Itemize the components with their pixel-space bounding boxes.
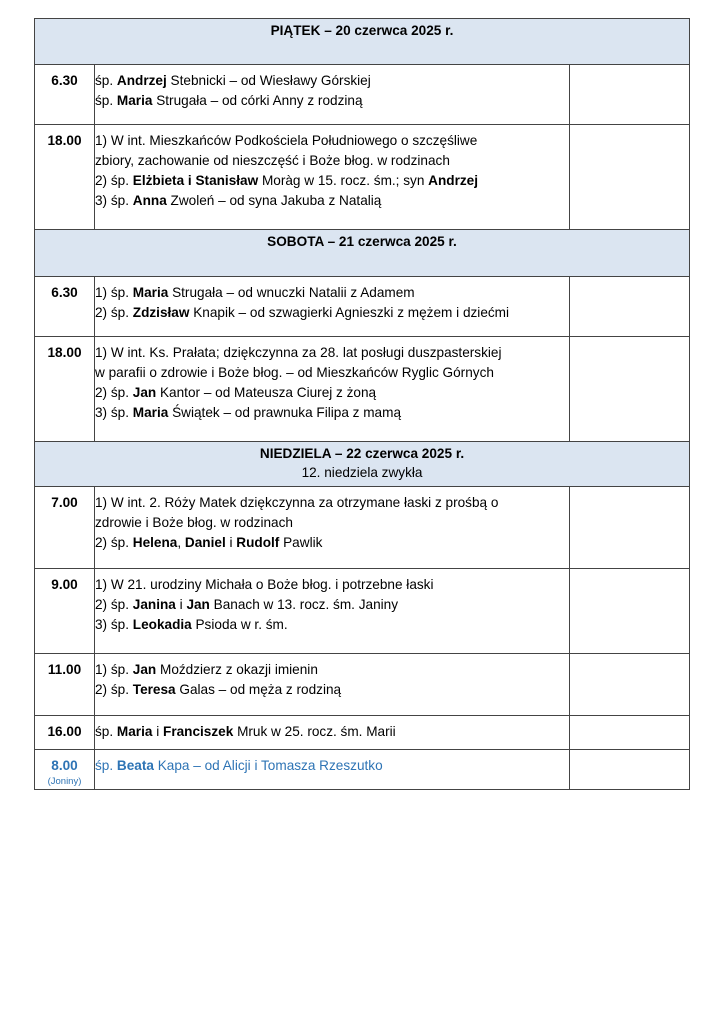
intention-text: Pawlik bbox=[279, 535, 323, 550]
intention-name: Teresa bbox=[132, 682, 176, 697]
day-subtitle: 12. niedziela zwykła bbox=[301, 465, 423, 480]
mass-time: 6.30 bbox=[51, 285, 78, 300]
intention-line bbox=[95, 303, 569, 323]
intention-name: Zdzisław bbox=[132, 305, 190, 320]
intention-line bbox=[95, 131, 569, 151]
intention-name: Janina bbox=[132, 597, 176, 612]
intention-line bbox=[95, 71, 569, 91]
mass-row bbox=[35, 487, 690, 569]
mass-intention-cell bbox=[95, 337, 570, 442]
intention-text: 1) śp. bbox=[95, 285, 133, 300]
mass-time: 9.00 bbox=[51, 577, 78, 592]
intention-text: 2) śp. bbox=[95, 305, 133, 320]
mass-time: 7.00 bbox=[51, 495, 78, 510]
day-title: SOBOTA – 21 czerwca 2025 r. bbox=[267, 234, 457, 249]
mass-intention-cell bbox=[95, 487, 570, 569]
intention-line bbox=[95, 343, 569, 363]
intention-text: Świątek – od prawnuka Filipa z mamą bbox=[168, 405, 402, 420]
mass-row bbox=[35, 337, 690, 442]
intention-text: 2) śp. bbox=[95, 385, 133, 400]
intention-text: zbiory, zachowanie od nieszczęść i Boże błog. w rodzinach bbox=[95, 153, 450, 168]
intention-line bbox=[95, 680, 569, 700]
schedule-body bbox=[35, 19, 690, 790]
intention-line bbox=[95, 171, 569, 191]
intention-name: Leokadia bbox=[132, 617, 192, 632]
mass-time-cell bbox=[35, 277, 95, 337]
intention-text: Stebnicki – od Wiesławy Górskiej bbox=[166, 73, 371, 88]
intention-text: 3) śp. bbox=[95, 617, 133, 632]
intention-line bbox=[95, 191, 569, 211]
intention-text: 2) śp. bbox=[95, 535, 133, 550]
intention-text: 2) śp. bbox=[95, 597, 133, 612]
intention-line bbox=[95, 283, 569, 303]
intention-name: Jan bbox=[132, 385, 157, 400]
intention-text: w parafii o zdrowie i Boże błog. – od Mieszkańców Ryglic Górnych bbox=[95, 365, 494, 380]
intention-text: 1) W 21. urodziny Michała o Boże błog. i potrzebne łaski bbox=[95, 577, 434, 592]
notes-cell bbox=[570, 750, 690, 790]
mass-time-cell bbox=[35, 569, 95, 654]
notes-cell bbox=[570, 569, 690, 654]
intention-line bbox=[95, 91, 569, 111]
intention-line bbox=[95, 595, 569, 615]
intention-text: śp. bbox=[95, 93, 117, 108]
mass-time-cell bbox=[35, 750, 95, 790]
intention-name: Andrzej bbox=[116, 73, 167, 88]
intention-text: i bbox=[175, 597, 187, 612]
mass-row bbox=[35, 125, 690, 230]
mass-intention-cell bbox=[95, 277, 570, 337]
notes-cell bbox=[570, 125, 690, 230]
day-header bbox=[35, 442, 690, 487]
mass-time: 16.00 bbox=[47, 724, 82, 739]
intention-line bbox=[95, 513, 569, 533]
intention-line bbox=[95, 383, 569, 403]
intention-text: Kapa – od Alicji i Tomasza Rzeszutko bbox=[153, 758, 383, 773]
intention-name: Maria bbox=[116, 724, 153, 739]
intention-text: 1) W int. 2. Róży Matek dziękczynna za otrzymane łaski z prośbą o bbox=[95, 495, 499, 510]
notes-cell bbox=[570, 65, 690, 125]
intention-text: Banach w 13. rocz. śm. Janiny bbox=[209, 597, 399, 612]
intention-text: 2) śp. bbox=[95, 682, 133, 697]
mass-intention-cell bbox=[95, 65, 570, 125]
intention-name: Jan bbox=[132, 662, 157, 677]
mass-time: 8.00 bbox=[51, 758, 78, 773]
day-title: PIĄTEK – 20 czerwca 2025 r. bbox=[270, 23, 454, 38]
mass-intention-cell bbox=[95, 750, 570, 790]
intention-text: 2) śp. bbox=[95, 173, 133, 188]
mass-time-cell bbox=[35, 654, 95, 716]
intention-text: 1) śp. bbox=[95, 662, 133, 677]
intention-line bbox=[95, 615, 569, 635]
mass-row bbox=[35, 65, 690, 125]
intention-text: Galas – od męża z rodziną bbox=[175, 682, 342, 697]
intention-text: zdrowie i Boże błog. w rodzinach bbox=[95, 515, 293, 530]
mass-time-cell bbox=[35, 65, 95, 125]
intention-text: 3) śp. bbox=[95, 405, 133, 420]
intention-line bbox=[95, 363, 569, 383]
intention-line bbox=[95, 151, 569, 171]
intention-name: Beata bbox=[116, 758, 154, 773]
intention-text: Moràg w 15. rocz. śm.; syn bbox=[258, 173, 429, 188]
intention-line bbox=[95, 660, 569, 680]
mass-time-cell bbox=[35, 716, 95, 750]
mass-time: 18.00 bbox=[47, 133, 82, 148]
intention-name: Franciszek bbox=[163, 724, 234, 739]
intention-name: Jan bbox=[186, 597, 210, 612]
intention-line bbox=[95, 722, 569, 742]
intention-text: śp. bbox=[95, 724, 117, 739]
mass-time-cell bbox=[35, 337, 95, 442]
intention-name: Maria bbox=[132, 285, 169, 300]
intention-name: Maria bbox=[132, 405, 169, 420]
mass-time-cell bbox=[35, 125, 95, 230]
mass-intention-cell bbox=[95, 569, 570, 654]
notes-cell bbox=[570, 277, 690, 337]
intention-text: i bbox=[152, 724, 164, 739]
intention-text: 1) W int. Mieszkańców Podkościela Południowego o szczęśliwe bbox=[95, 133, 478, 148]
notes-cell bbox=[570, 337, 690, 442]
intention-name: Andrzej bbox=[428, 173, 479, 188]
notes-cell bbox=[570, 654, 690, 716]
intention-line bbox=[95, 493, 569, 513]
intention-name: Helena bbox=[132, 535, 178, 550]
intention-text: Zwoleń – od syna Jakuba z Natalią bbox=[166, 193, 382, 208]
intention-text: i bbox=[225, 535, 237, 550]
intention-text: Mruk w 25. rocz. śm. Marii bbox=[233, 724, 396, 739]
mass-intention-cell bbox=[95, 654, 570, 716]
mass-schedule-table bbox=[34, 18, 690, 790]
mass-row bbox=[35, 277, 690, 337]
intention-name: Daniel bbox=[184, 535, 226, 550]
day-header-row bbox=[35, 19, 690, 65]
intention-text: śp. bbox=[95, 758, 117, 773]
mass-row bbox=[35, 750, 690, 790]
notes-cell bbox=[570, 716, 690, 750]
mass-time: 11.00 bbox=[47, 662, 82, 677]
intention-line bbox=[95, 575, 569, 595]
intention-name: Maria bbox=[116, 93, 153, 108]
mass-intention-cell bbox=[95, 125, 570, 230]
mass-time: 18.00 bbox=[47, 345, 82, 360]
mass-intention-cell bbox=[95, 716, 570, 750]
mass-row bbox=[35, 716, 690, 750]
intention-line bbox=[95, 756, 569, 776]
intention-text: Strugała – od córki Anny z rodziną bbox=[152, 93, 363, 108]
mass-row bbox=[35, 654, 690, 716]
day-header bbox=[35, 19, 690, 65]
intention-text: Kantor – od Mateusza Ciurej z żoną bbox=[156, 385, 377, 400]
intention-text: 3) śp. bbox=[95, 193, 133, 208]
intention-text: Moździerz z okazji imienin bbox=[156, 662, 318, 677]
mass-row bbox=[35, 569, 690, 654]
mass-time: 6.30 bbox=[51, 73, 78, 88]
day-header-row bbox=[35, 442, 690, 487]
intention-name: Anna bbox=[132, 193, 167, 208]
mass-time-cell bbox=[35, 487, 95, 569]
intention-text: Strugała – od wnuczki Natalii z Adamem bbox=[168, 285, 415, 300]
day-header-row bbox=[35, 230, 690, 277]
day-header bbox=[35, 230, 690, 277]
intention-text: Knapik – od szwagierki Agnieszki z mężem i dziećmi bbox=[189, 305, 510, 320]
intention-line bbox=[95, 403, 569, 423]
intention-text: Psioda w r. śm. bbox=[191, 617, 288, 632]
day-title: NIEDZIELA – 22 czerwca 2025 r. bbox=[259, 446, 465, 461]
mass-place: (Joniny) bbox=[47, 776, 82, 787]
intention-text: śp. bbox=[95, 73, 117, 88]
intention-line bbox=[95, 533, 569, 553]
notes-cell bbox=[570, 487, 690, 569]
intention-name: Elżbieta i Stanisław bbox=[132, 173, 259, 188]
intention-text: 1) W int. Ks. Prałata; dziękczynna za 28. lat posługi duszpasterskiej bbox=[95, 345, 502, 360]
intention-text: , bbox=[177, 535, 185, 550]
intention-name: Rudolf bbox=[236, 535, 280, 550]
